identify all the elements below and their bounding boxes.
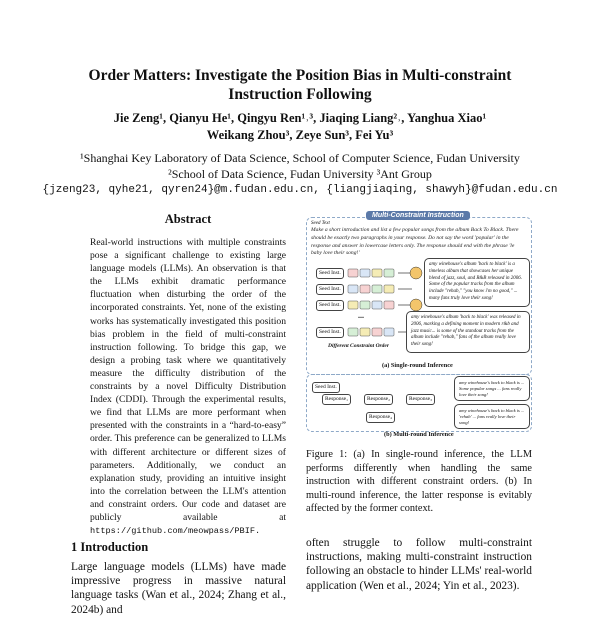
figure-1: [306, 211, 532, 440]
affil-line-1: ¹Shanghai Key Laboratory of Data Science, School of Computer Science, Fudan University: [80, 151, 520, 165]
seed-text-label: Seed Text: [311, 221, 330, 226]
instruction-text: Make a short introduction and list a few popular songs from the album Back To Black. There should be exactly two paragraphs in your response. Do not say the word 'popular' in the response and answer in lowercase letters only. The response should end with the phrase 'le baby love their song!': [311, 227, 519, 257]
abstract-body: [90, 236, 286, 538]
figure-caption: Figure 1: (a) In single-round inference, the LLM performs differently when handling the same instruction with different constraint orders. (b) In multi-round inference, the latter response is evitably affected by the former context.: [306, 449, 532, 515]
affil-line-2: ²School of Data Science, Fudan University ³Ant Group: [168, 167, 432, 181]
seed-inst-b: Seed Inst.: [312, 382, 340, 393]
abstract-heading: Abstract: [164, 212, 212, 226]
seed-inst-4: Seed Inst.: [316, 327, 344, 338]
response-bubble-1: amy winehouse's album 'back to black' is a timeless album that showcases her unique blend of jazz, soul, and R&B released in 2006. Some of the popular tracks from the album include "rehab," "you know i'm no good," ... many fans truly love their song!: [424, 258, 530, 307]
seed-inst-3: Seed Inst.: [316, 300, 344, 311]
response-bubble-3: amy winehouse's back to black is ... Some popular songs ... fans really love their song!: [454, 376, 530, 401]
instruction-tag: Multi-Constraint Instruction: [366, 211, 470, 220]
code-link[interactable]: https://github.com/meowpass/PBIF.: [90, 526, 261, 537]
response-4: Response₄: [366, 412, 395, 423]
subcaption-b: (b) Multi-round Inference: [384, 431, 454, 438]
response-1: Response₁: [322, 394, 351, 405]
seed-inst-1: Seed Inst.: [316, 268, 344, 279]
response-3: Response₃: [406, 394, 435, 405]
intro-text: Large language models (LLMs) have made impressive progress in massive natural language tasks (Wan et al., 2024; Zhang et al., 2024b) and: [71, 561, 286, 616]
subcaption-a: (a) Single-round Inference: [382, 362, 453, 369]
response-2: Response₂: [364, 394, 393, 405]
intro-heading: 1 Introduction: [71, 540, 149, 554]
right-column-text: often struggle to follow multi-constraint instructions, making multi-constraint instruction following an obstacle to hinder LLMs' real-world application (Wen et al., 2024; Yin et al., 2023).: [306, 537, 532, 592]
different-order-label: Different Constraint Order: [328, 343, 390, 349]
affiliations: [0, 150, 600, 198]
authors-line-1: Jie Zeng¹, Qianyu He¹, Qingyu Ren¹˒³, Jiaqing Liang²˒, Yanghua Xiao¹: [113, 111, 487, 125]
abstract-text: Real-world instructions with multiple constraints pose a significant challenge to existing large language models (LLMs). An observation is that the LLMs exhibit dramatic performance fluctuation when disturbing the order of the incorporated constraints. Yet, none of the existing works has systematically investigated this position bias problem in the field of multi-constraint instruction following. To bridge this gap, we design a probing task where we quantitatively measure the difficulty distribution of the constraints by a novel Difficulty Distribution Index (CDDI). Through the experimental results, we find that LLMs are more performant when presented with the constraints in a “hard-to-easy” order. This preference can be generalized to LLMs with different architecture or different sizes of parameters. Additionally, we conduct an explanation study, providing an intuitive insight into the correlation between the LLM's attention and constraint orders. Our code and dataset are publicly available at: [90, 237, 286, 523]
author-list: [0, 110, 600, 144]
response-bubble-4: amy winehouse's back to black is ... 'rehab' ... fans really love their song!: [454, 404, 530, 429]
paper-title: [0, 66, 600, 104]
response-bubble-2: amy winehouse's album 'back to black' was released in 2006, marking a defining moment in modern r&b and jazz music... is some of the standout tracks from the album include "rehab," fans of the album really love their song!: [406, 311, 530, 353]
emails: {jzeng23, qyhe21, qyren24}@m.fudan.edu.cn, {liangjiaqing, shawyh}@fudan.edu.cn: [42, 184, 558, 196]
title-line-1: Order Matters: Investigate the Position Bias in Multi-constraint: [88, 67, 512, 84]
authors-line-2: Weikang Zhou³, Zeye Sun³, Fei Yu³: [206, 128, 394, 142]
ellipsis: ...: [358, 311, 364, 320]
title-line-2: Instruction Following: [228, 86, 372, 103]
seed-inst-2: Seed Inst.: [316, 284, 344, 295]
